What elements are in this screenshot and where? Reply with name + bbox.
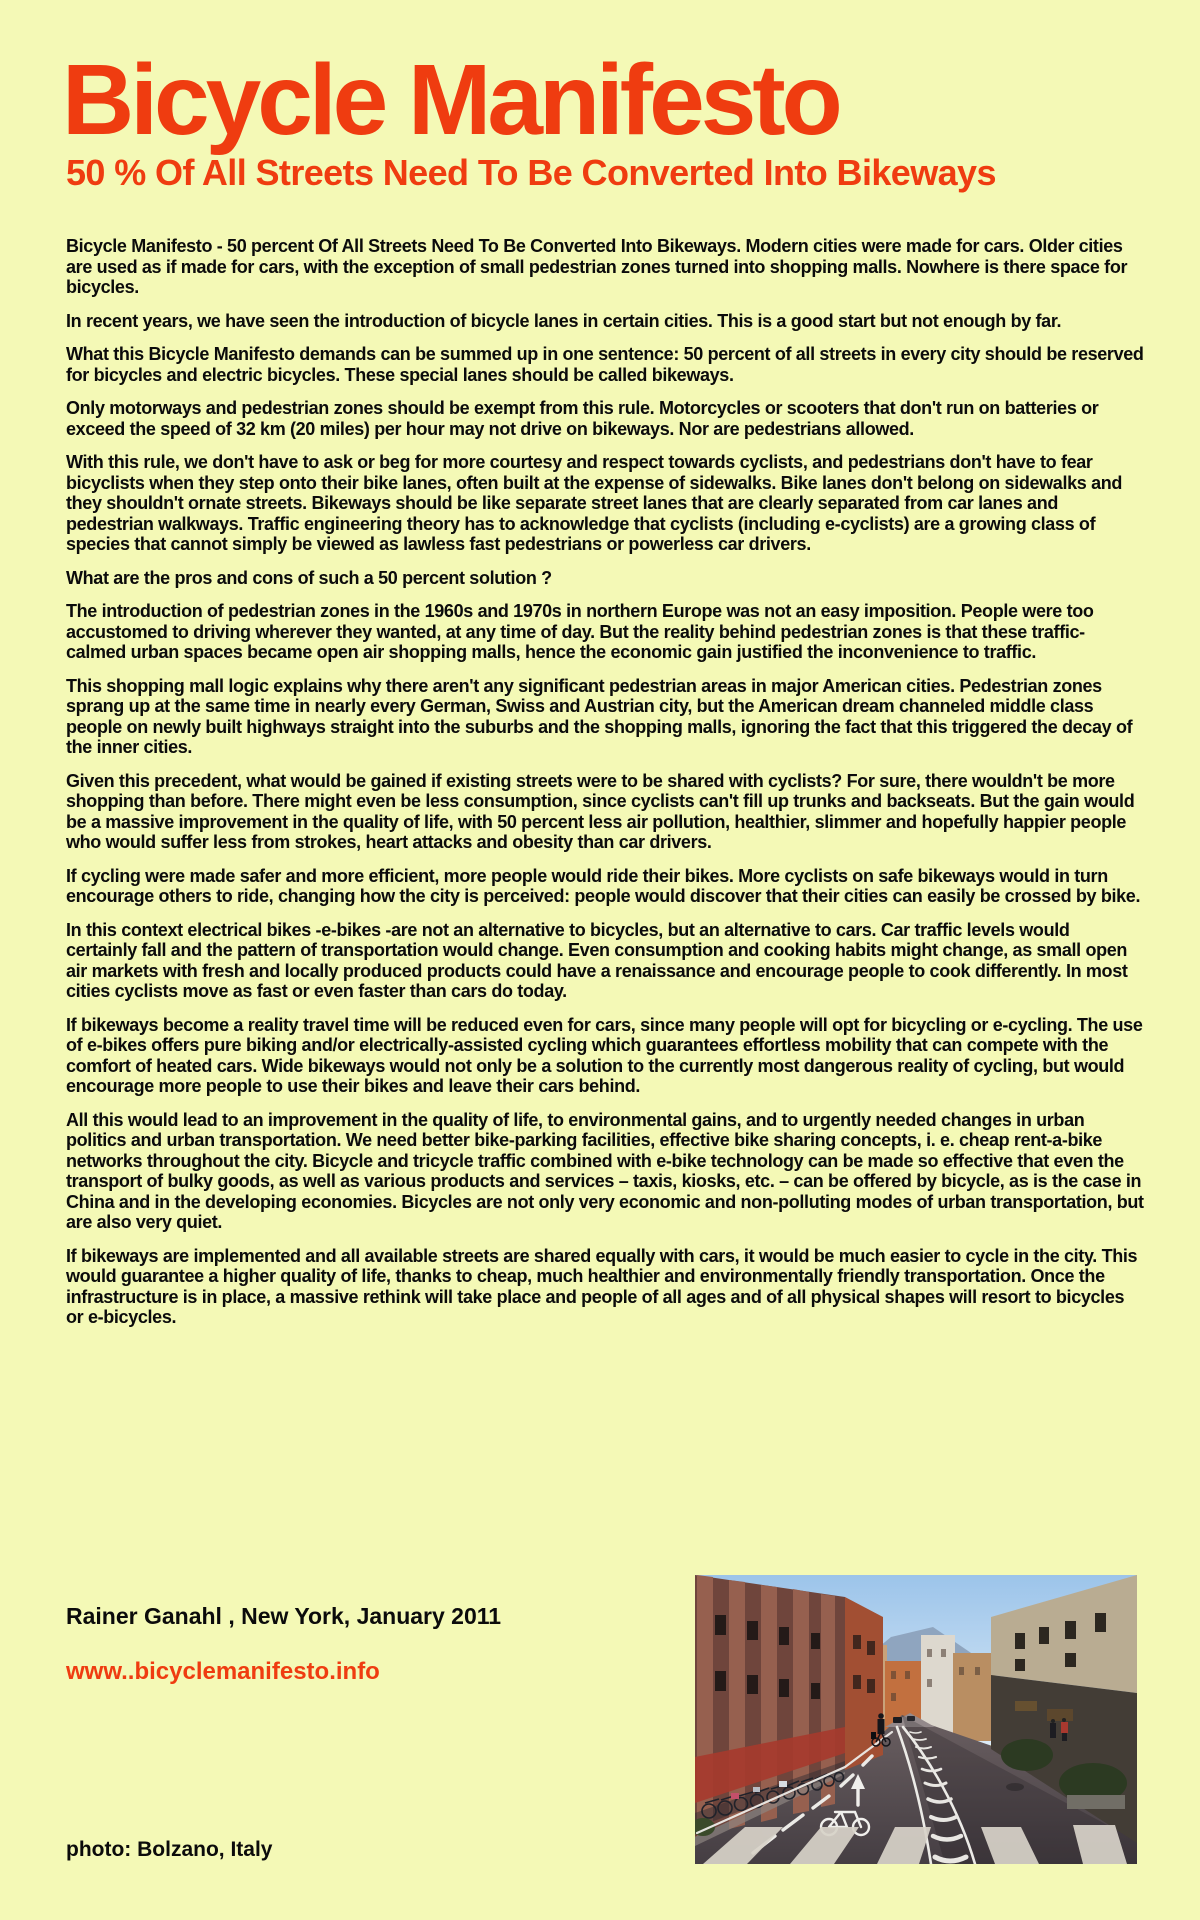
manifesto-paragraph: What this Bicycle Manifesto demands can be summed up in one sentence: 50 percent of all streets in every city should be reserved for bicycles and electric bicycles. These special lanes should be called bikeways. [66, 344, 1144, 385]
manifesto-paragraph: If bikeways are implemented and all available streets are shared equally with cars, it would be much easier to cycle in the city. This would guarantee a higher quality of life, thanks to cheap, much healthier and environmentally friendly transportation. Once the infrastructure is in place, a massive rethink will take place and people of all ages and of all physical shapes will resort to bicycles or e-bicycles. [66, 1245, 1138, 1327]
manifesto-paragraph: This shopping mall logic explains why there aren't any significant pedestrian areas in major American cities. Pedestrian zones sprang up at the same time in nearly every German, Swiss and Austrian city, but the American dream channeled middle class people on newly built highways straight into the suburbs and the shopping malls, ignoring the fact that this triggered the decay of the inner cities. [66, 675, 1133, 757]
page-title: Bicycle Manifesto [62, 44, 839, 156]
manifesto-paragraph: With this rule, we don't have to ask or beg for more courtesy and respect towards cyclists, and pedestrians don't have to fear bicyclists when they step onto their bike lanes, often built at the expense of sidewalks. Bike lanes don't belong on sidewalks and they shouldn't ornate streets. Bikeways should be like separate street lanes that are clearly separated from car lanes and pedestrian walkways. Traffic engineering theory has to acknowledge that cyclists (including e-cyclists) are a growing class of species that cannot simply be viewed as lawless fast pedestrians or powerless car drivers. [66, 452, 1123, 554]
street-photo [695, 1575, 1137, 1864]
manifesto-paragraph: If bikeways become a reality travel time will be reduced even for cars, since many people will opt for bicycling or e-cycling. The use of e-bikes offers pure biking and/or electrically-assisted cycling which guarantees effortless mobility that can compete with the comfort of heated cars. Wide bikeways would not only be a solution to the currently most dangerous reality of cycling, but would encourage more people to use their bikes and leave their cars behind. [66, 1014, 1143, 1096]
street-photo-graphic [695, 1575, 1137, 1864]
manifesto-paragraph: In this context electrical bikes -e-bikes -are not an alternative to bicycles, but an alternative to cars. Car traffic levels would certainly fall and the pattern of transportation would change. Even consumption and cooking habits might change, as small open air markets with fresh and locally produced products could have a renaissance and encourage people to cook differently. In most cities cyclists move as fast or even faster than cars do today. [66, 919, 1128, 1001]
author-signature: Rainer Ganahl , New York, January 2011 [66, 1603, 502, 1629]
manifesto-paragraph: In recent years, we have seen the introduction of bicycle lanes in certain cities. This is a good start but not enough by far. [66, 310, 1062, 331]
photo-caption: photo: Bolzano, Italy [66, 1838, 273, 1861]
manhole [1006, 1783, 1024, 1791]
manifesto-paragraph: Bicycle Manifesto - 50 percent Of All Streets Need To Be Converted Into Bikeways. Modern cities were made for cars. Older cities are used as if made for cars, with the exception of small pedestrian zones turned into shopping malls. Nowhere is there space for bicycles. [66, 236, 1128, 297]
manifesto-body [66, 236, 1144, 1341]
manifesto-paragraph: Given this precedent, what would be gained if existing streets were to be shared with cyclists? For sure, there wouldn't be more shopping than before. There might even be less consumption, since cyclists can't fill up trunks and backseats. But the gain would be a massive improvement in the quality of life, with 50 percent less air pollution, healthier, slimmer and hopefully happier people who would suffer less from strokes, heart attacks and obesity than car drivers. [66, 770, 1135, 852]
manifesto-paragraph: What are the pros and cons of such a 50 percent solution ? [66, 567, 552, 588]
manifesto-paragraph: All this would lead to an improvement in the quality of life, to environmental gains, and to urgently needed changes in urban politics and urban transportation. We need better bike-parking facilities, effective bike sharing concepts, i. e. cheap rent-a-bike networks throughout the city. Bicycle and tricycle traffic combined with e-bike technology can be made so effective that even the transport of bulky goods, as well as various products and services – taxis, kiosks, etc. – can be offered by bicycle, as is the case in China and in the developing economies. Bicycles are not only very economic and non-polluting modes of urban transportation, but are also very quiet. [66, 1109, 1144, 1232]
manifesto-paragraph: The introduction of pedestrian zones in the 1960s and 1970s in northern Europe was not an easy imposition. People were too accustomed to driving wherever they wanted, at any time of day. But the reality behind pedestrian zones is that these traffic-calmed urban spaces became open air shopping malls, hence the economic gain justified the inconvenience to traffic. [66, 601, 1094, 662]
website-link[interactable]: www..bicyclemanifesto.info [66, 1658, 380, 1685]
manifesto-paragraph: Only motorways and pedestrian zones should be exempt from this rule. Motorcycles or scooters that don't run on batteries or exceed the speed of 32 km (20 miles) per hour may not drive on bikeways. Nor are pedestrians allowed. [66, 398, 1099, 439]
page-subtitle: 50 % Of All Streets Need To Be Converted Into Bikeways [66, 152, 996, 193]
manifesto-paragraph: If cycling were made safer and more efficient, more people would ride their bikes. More cyclists on safe bikeways would in turn encourage others to ride, changing how the city is perceived: people would discover that their cities can easily be crossed by bike. [66, 865, 1141, 906]
